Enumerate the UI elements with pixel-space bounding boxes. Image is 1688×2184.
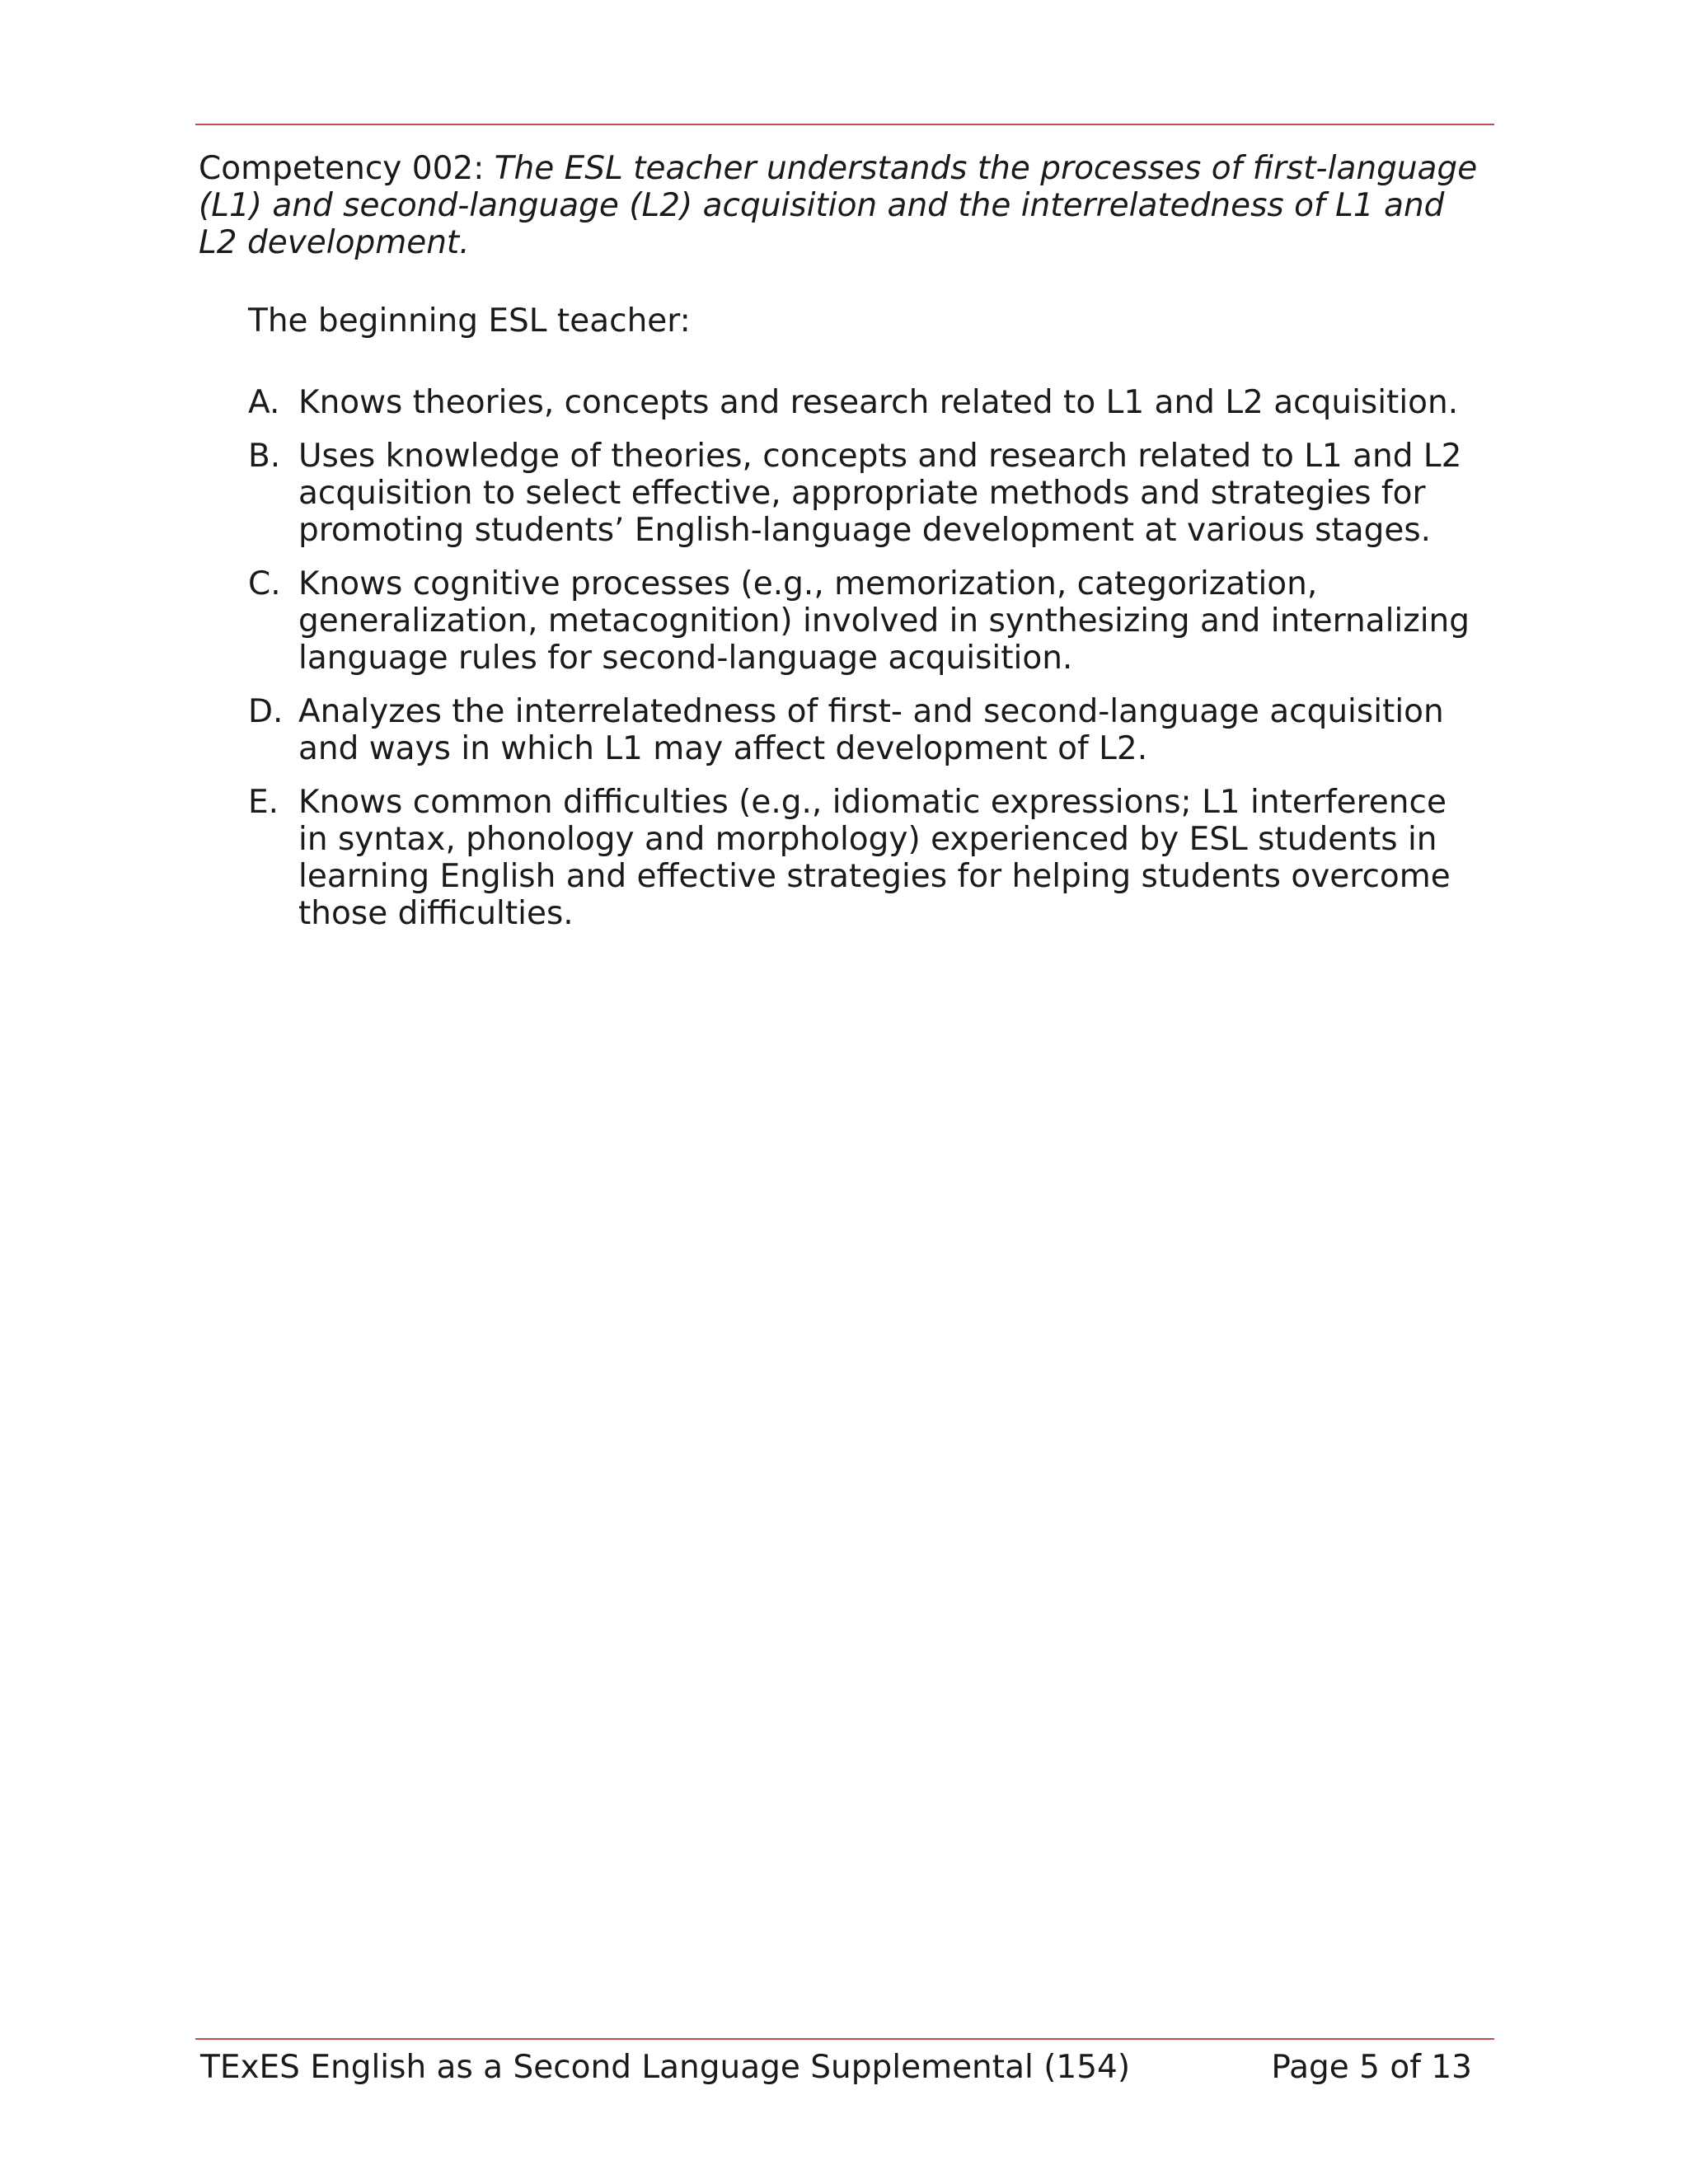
competency-list — [248, 384, 1484, 949]
item-text: Analyzes the interrelatedness of first- and second-language acquisition and ways in which L1 may affect development of L2. — [298, 693, 1444, 767]
page-number: Page 5 of 13 — [1271, 2049, 1472, 2086]
item-letter: A. — [248, 384, 280, 421]
item-letter: E. — [248, 784, 279, 821]
item-letter: B. — [248, 438, 281, 475]
item-text: Uses knowledge of theories, concepts and research related to L1 and L2 acquisition to select effective, appropriate methods and strategies for promoting students’ English-language development at various stages. — [298, 438, 1462, 549]
intro-text: The beginning ESL teacher: — [248, 302, 691, 340]
item-text: Knows common difficulties (e.g., idiomatic expressions; L1 interference in syntax, phonology and morphology) experienced by ESL students in learning English and effective strategies for helping students overcome those difficulties. — [298, 784, 1451, 932]
list-item — [248, 565, 1484, 677]
list-item — [248, 438, 1484, 549]
item-letter: C. — [248, 565, 281, 602]
item-letter: D. — [248, 693, 284, 730]
competency-heading — [199, 150, 1484, 261]
list-item — [248, 693, 1484, 767]
footer-title: TExES English as a Second Language Supplemental (154) — [200, 2049, 1131, 2086]
list-item — [248, 784, 1484, 932]
footer-rule — [195, 2038, 1494, 2040]
header-rule — [195, 124, 1494, 125]
competency-label: Competency 002: — [199, 150, 495, 187]
competency-statement: The ESL teacher understands the processes of first-language (L1) and second-language (L2) acquisition and the interrelatedness of L1 and L2 development. — [199, 150, 1478, 261]
item-text: Knows cognitive processes (e.g., memorization, categorization, generalization, metacognition) involved in synthesizing and internalizing language rules for second-language acquisition. — [298, 565, 1470, 677]
item-text: Knows theories, concepts and research related to L1 and L2 acquisition. — [298, 384, 1459, 421]
list-item — [248, 384, 1484, 421]
